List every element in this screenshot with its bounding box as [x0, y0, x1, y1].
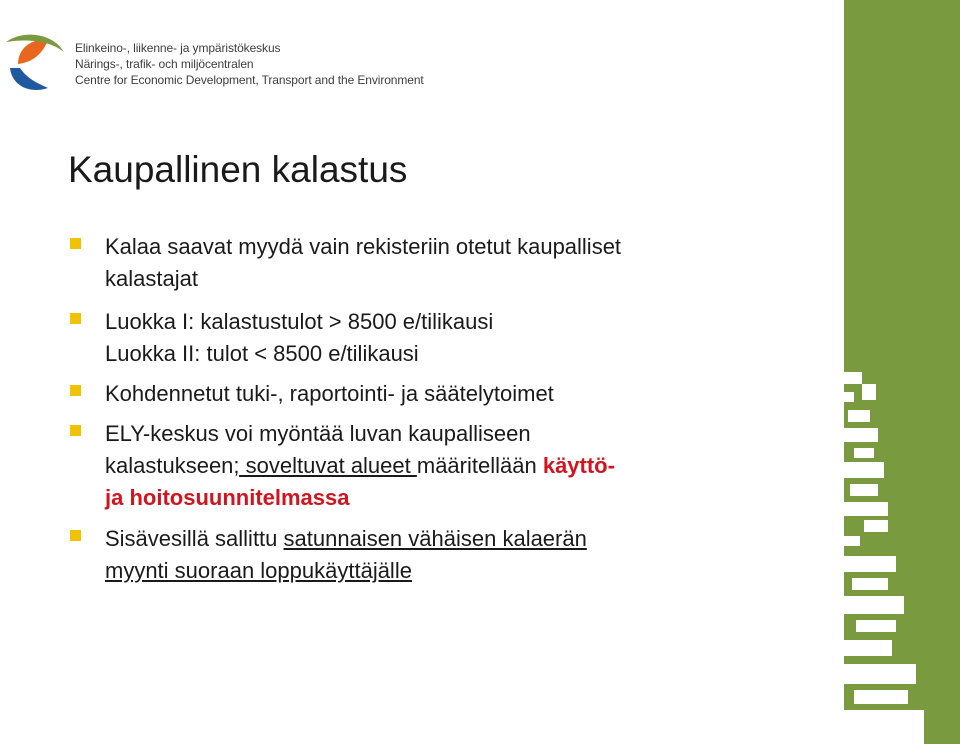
logo-blue-arc — [10, 68, 48, 90]
bullet-1-line-2: kalastajat — [105, 266, 198, 291]
org-name-swedish: Närings-, trafik- och miljöcentralen — [75, 57, 254, 71]
bullet-4-line-3: ja hoitosuunnitelmassa — [105, 485, 350, 510]
org-name-finnish: Elinkeino-, liikenne- ja ympäristökeskus — [75, 41, 281, 55]
bullet-marker — [70, 530, 81, 541]
bullet-5-text-a: Sisävesillä sallittu — [105, 526, 284, 551]
bullet-4-line-1: ELY-keskus voi myöntää luvan kaupalliseen — [105, 421, 531, 446]
slide-title: Kaupallinen kalastus — [68, 149, 408, 190]
ely-logo-icon — [4, 28, 66, 94]
bullet-2-line-1: Luokka I: kalastustulot > 8500 e/tilikausi — [105, 309, 494, 334]
bullet-3-line-1: Kohdennetut tuki-, raportointi- ja säätelytoimet — [105, 381, 554, 406]
bullet-1-line-1: Kalaa saavat myydä vain rekisteriin otetut kaupalliset — [105, 234, 622, 259]
logo-orange-leaf — [18, 40, 48, 64]
bullet-4-text-a: kalastukseen — [105, 453, 234, 478]
org-name-english: Centre for Economic Development, Transport and the Environment — [75, 73, 424, 87]
bullet-4-text-c: määritellään — [416, 453, 543, 478]
organization-name — [75, 40, 424, 88]
bullet-marker — [70, 425, 81, 436]
decorative-green-band — [844, 0, 960, 744]
bullet-2-line-2: Luokka II: tulot < 8500 e/tilikausi — [105, 341, 419, 366]
bullet-5-line-2: myynti suoraan loppukäyttäjälle — [105, 558, 412, 583]
bullet-4-highlight: käyttö- — [542, 453, 615, 478]
bullet-5-line-1 — [105, 523, 587, 555]
bullet-5-underlined-text: satunnaisen vähäisen kalaerän — [283, 526, 587, 551]
bullet-marker — [70, 385, 81, 396]
bullet-marker — [70, 313, 81, 324]
bullet-4-line-2 — [105, 450, 615, 482]
bullet-marker — [70, 238, 81, 249]
bullet-4-underlined-text: ; soveltuvat alueet — [233, 453, 417, 478]
